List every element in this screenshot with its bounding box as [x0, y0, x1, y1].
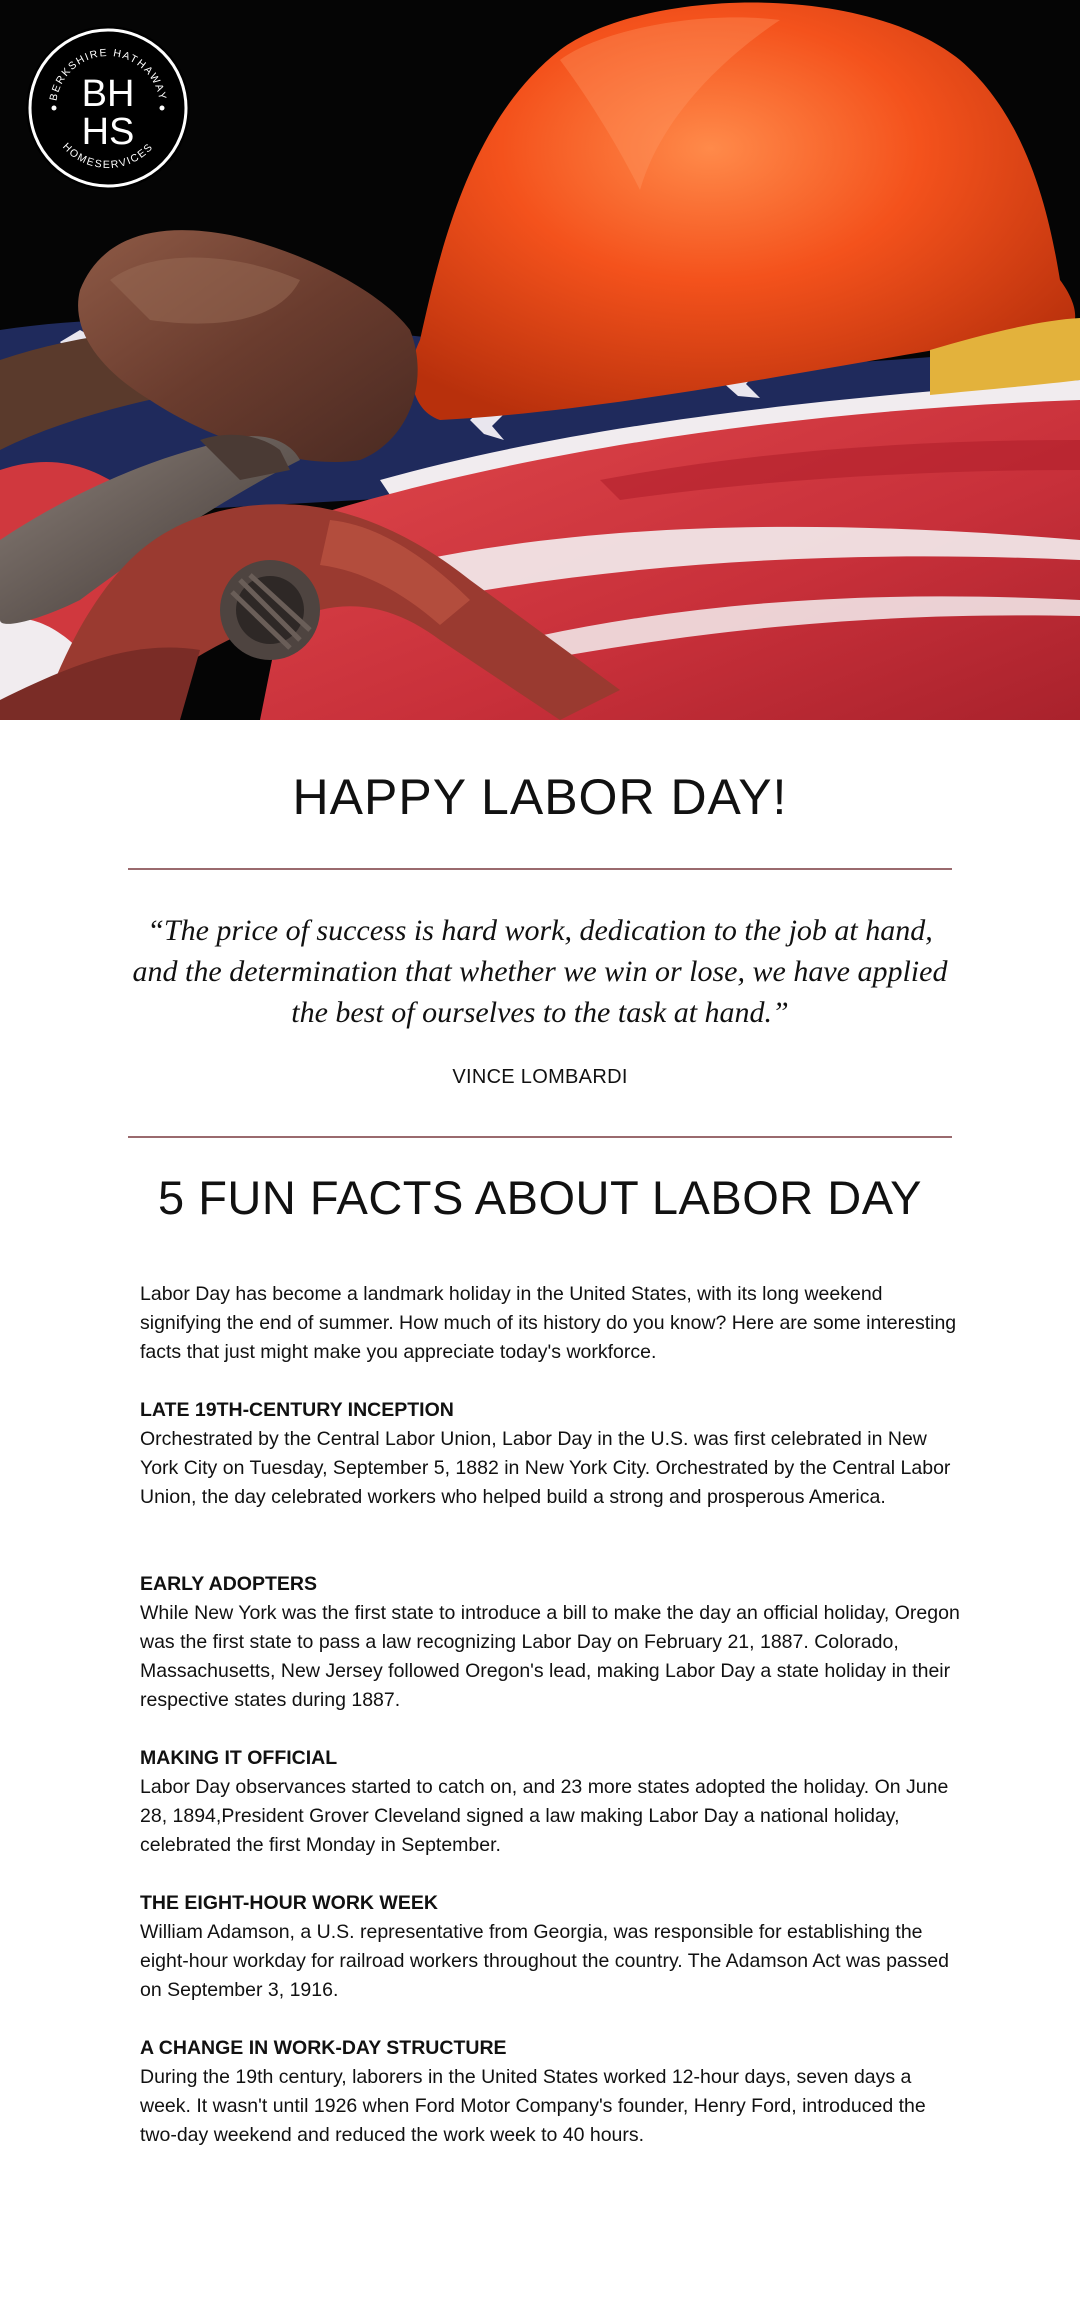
fact-item [140, 2034, 960, 2150]
fact-body: During the 19th century, laborers in the United States worked 12-hour days, seven days a week. It wasn't until 1926 when Ford Motor Company's founder, Henry Ford, introduced the two-day weekend and reduced the work week to 40 hours. [140, 2066, 926, 2146]
quote-text: “The price of success is hard work, dedication to the job at hand, and the determination that whether we win or lose, we have applied the best of ourselves to the task at hand.” [132, 914, 948, 1029]
fact-body: Orchestrated by the Central Labor Union, Labor Day in the U.S. was first celebrated in New York City on Tuesday, September 5, 1882 in New York City. Orchestrated by the Central Labor Union, the day celebrated workers who helped build a strong and prosperous America. [140, 1428, 951, 1508]
fact-body: Labor Day observances started to catch on, and 23 more states adopted the holiday. On June 28, 1894,President Grover Cleveland signed a law making Labor Day a national holiday, celebrated the first Monday in September. [140, 1776, 949, 1856]
fact-heading: LATE 19TH-CENTURY INCEPTION [140, 1399, 454, 1421]
fact-body: William Adamson, a U.S. representative from Georgia, was responsible for establishing the eight-hour workday for railroad workers throughout the country. The Adamson Act was passed on September 3, 1916. [140, 1921, 949, 2001]
bhhs-logo [26, 26, 190, 190]
hero-image [0, 0, 1080, 720]
facts-title: 5 FUN FACTS ABOUT LABOR DAY [158, 1171, 922, 1224]
fact-heading: MAKING IT OFFICIAL [140, 1747, 338, 1769]
fact-item [140, 1744, 960, 1860]
fact-heading: THE EIGHT-HOUR WORK WEEK [140, 1892, 438, 1914]
logo-ring-bottom: HOMESERVICES [60, 140, 156, 172]
logo-monogram-top: BH [81, 73, 135, 115]
intro-paragraph: Labor Day has become a landmark holiday in the United States, with its long weekend signifying the end of summer. How much of its history do you know? Here are some interesting facts that just might make you appreciate today's workforce. [140, 1283, 957, 1363]
page-title: HAPPY LABOR DAY! [292, 769, 788, 825]
quote-author: VINCE LOMBARDI [452, 1066, 628, 1088]
fact-item [140, 1570, 960, 1715]
fact-item [140, 1396, 960, 1512]
fact-heading: EARLY ADOPTERS [140, 1573, 317, 1595]
fact-body: While New York was the first state to introduce a bill to make the day an official holiday, Oregon was the first state to pass a law recognizing Labor Day on February 21, 1887. Colorado, Massachusetts, New Jersey followed Oregon's lead, making Labor Day a state holiday in their respective states during 1887. [140, 1602, 960, 1711]
logo-monogram-bottom: HS [81, 111, 135, 153]
main-content [0, 720, 1080, 2300]
logo-emblem [26, 26, 190, 190]
divider-top [128, 868, 952, 870]
logo-ring-top: BERKSHIRE HATHAWAY [47, 46, 169, 102]
fact-heading: A CHANGE IN WORK-DAY STRUCTURE [140, 2037, 507, 2059]
divider-bottom [128, 1136, 952, 1138]
fact-item [140, 1889, 960, 2005]
